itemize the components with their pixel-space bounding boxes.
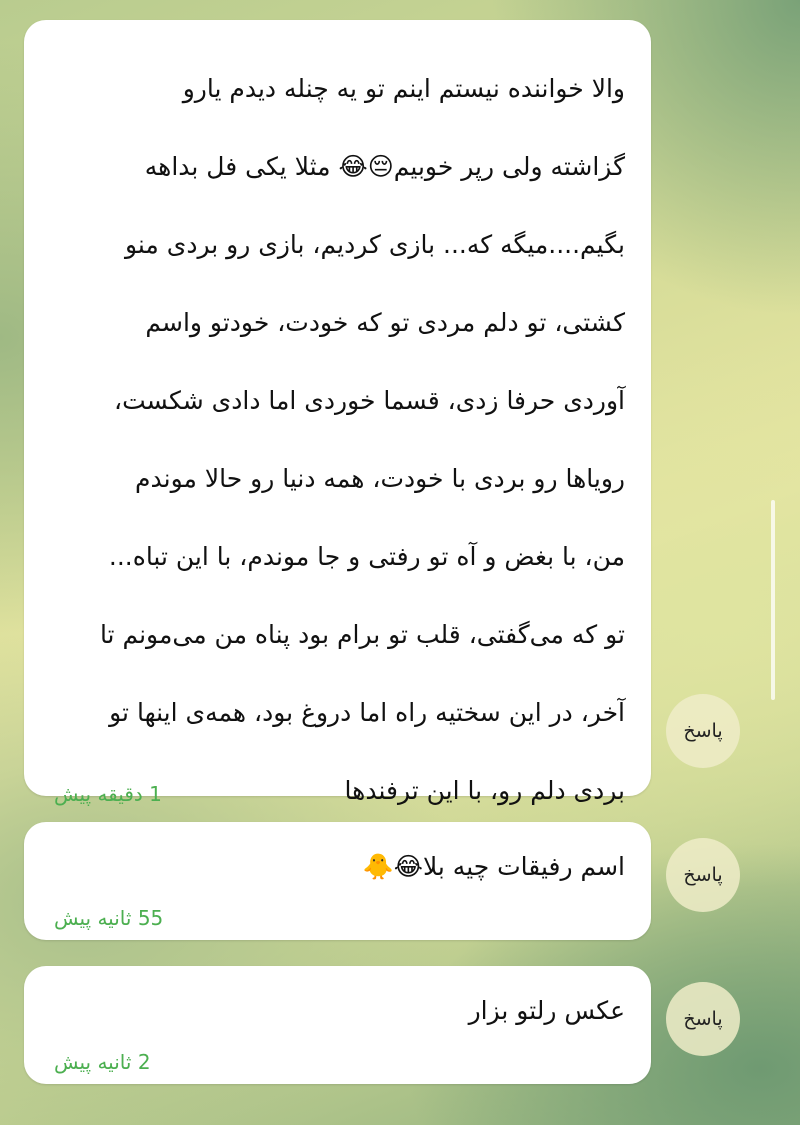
comment-text-line: عکس رلتو بزار [468,996,625,1025]
scrollbar[interactable] [771,500,775,700]
comment-timestamp: 1 دقیقه پیش [54,782,162,806]
comment-text-line: گزاشته ولی رپر خوبیم😔😂 مثلا یکی فل بداهه [144,152,625,181]
reply-button[interactable]: پاسخ [666,694,740,768]
comment-text-line: تو که می‌گفتی، قلب تو برام بود پناه من می‌مونم تا [99,620,625,649]
comment-timestamp: 55 ثانیه پیش [54,906,164,930]
comment-text [50,64,625,844]
comment-text-line: آخر، در این سختیه راه اما دروغ بود، همه‌ی اینها تو [109,698,625,727]
comment-text-line: اسم رفیقات چیه بلا😂🐥 [362,852,625,881]
comment-bubble [24,20,651,806]
comment-text-line: بردی دلم رو، با این ترفندها [344,776,625,805]
reply-button[interactable]: پاسخ [666,982,740,1056]
comment-timestamp: 2 ثانیه پیش [54,1050,151,1074]
reply-button[interactable]: پاسخ [666,838,740,912]
comment-text-line: من، با بغض و آه تو رفتی و جا موندم، با این تباه... [108,542,625,571]
comment-text-line: رویاها رو بردی با خودت، همه دنیا رو حالا موندم [135,464,625,493]
comment-text-line: کشتی، تو دلم مردی تو که خودت، خودتو واسم [145,308,625,337]
comment-text-line: آوردی حرفا زدی، قسما خوردی اما دادی شکست، [114,386,625,415]
comment-text-line: بگیم....میگه که... بازی کردیم، بازی رو بردی منو [124,230,625,259]
comment-bubble [24,822,651,940]
comment-bubble [24,966,651,1084]
comment-text-line: والا خواننده نیستم اینم تو یه چنله دیدم یارو [182,74,625,103]
